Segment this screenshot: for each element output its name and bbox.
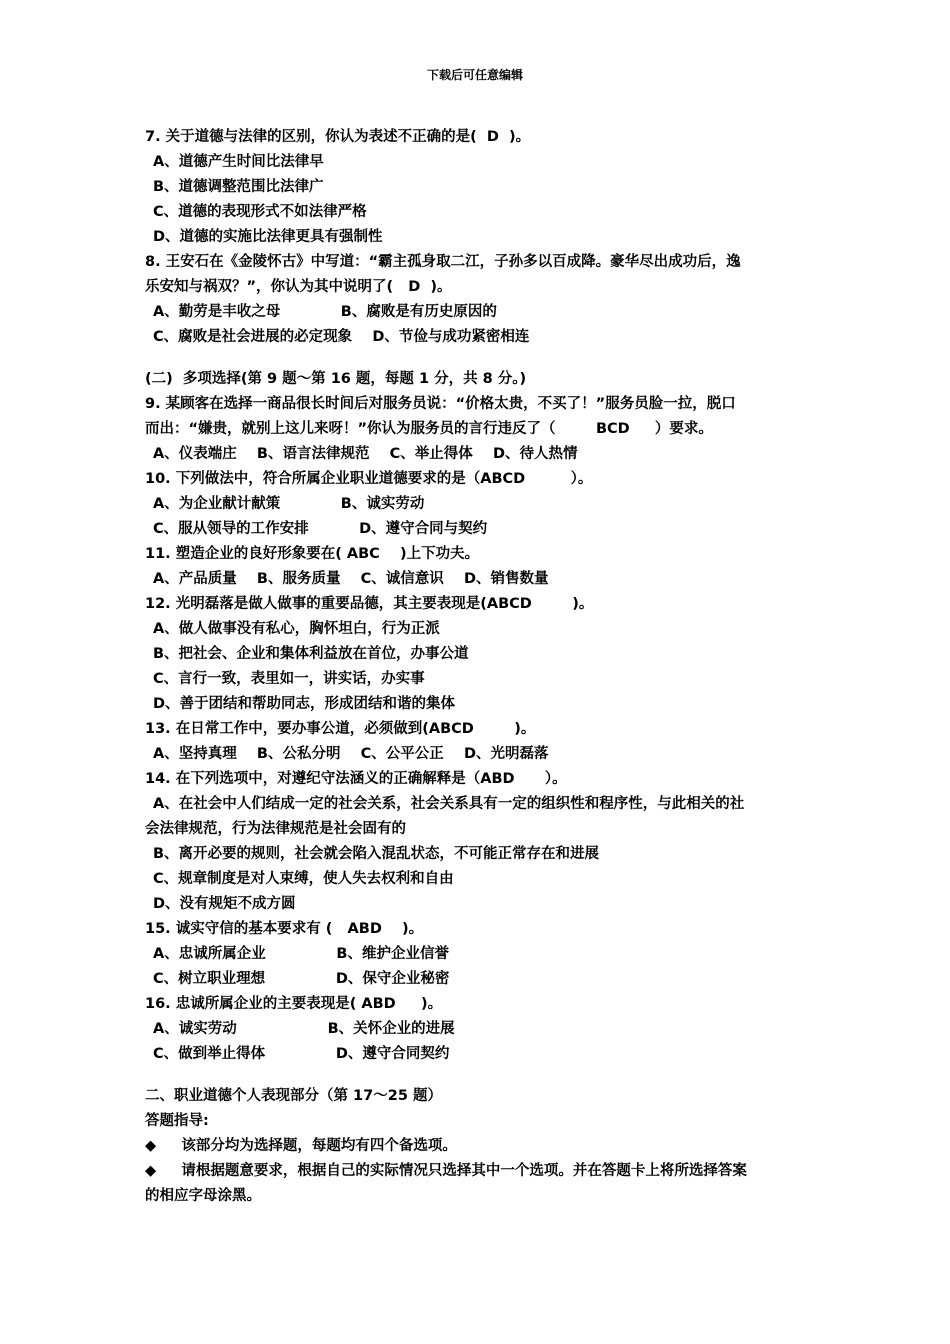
q8-stem-line2: 乐安知与祸双？”，你认为其中说明了( D )。	[145, 279, 452, 295]
part2-bullet-2-line1: ◆ 请根据题意要求，根据自己的实际情况只选择其中一个选项。并在答题卡上将所选择答案	[145, 1163, 747, 1179]
q8-options-ab: A、勤劳是丰收之母 B、腐败是有历史原因的	[153, 304, 497, 320]
q14-option-a-line1: A、在社会中人们结成一定的社会关系，社会关系具有一定的组织性和程序性，与此相关的社	[153, 796, 745, 812]
q9-options: A、仪表端庄 B、语言法律规范 C、举止得体 D、待人热情	[153, 446, 578, 462]
q12-option-d: D、善于团结和帮助同志，形成团结和谐的集体	[153, 696, 456, 712]
q12-stem: 12. 光明磊落是做人做事的重要品德，其主要表现是(ABCD )。	[145, 596, 594, 612]
part2-bullet-2-line2: 的相应字母涂黑。	[145, 1188, 261, 1204]
q12-option-b: B、把社会、企业和集体利益放在首位，办事公道	[153, 646, 469, 662]
section-multiple-choice-heading: (二) 多项选择(第 9 题～第 16 题，每题 1 分，共 8 分。)	[145, 371, 527, 387]
q7-option-a: A、道德产生时间比法律早	[153, 154, 324, 170]
q10-options-cd: C、服从领导的工作安排 D、遵守合同与契约	[153, 521, 488, 537]
q14-option-b: B、离开必要的规则，社会就会陷入混乱状态，不可能正常存在和进展	[153, 846, 600, 862]
q7-stem: 7. 关于道德与法律的区别，你认为表述不正确的是( D )。	[145, 129, 531, 145]
q9-stem-line2: 而出：“嫌贵，就别上这儿来呀！”你认为服务员的言行违反了（ BCD ）要求。	[145, 421, 713, 437]
q13-options: A、坚持真理 B、公私分明 C、公平公正 D、光明磊落	[153, 746, 549, 762]
q7-option-c: C、道德的表现形式不如法律严格	[153, 204, 367, 220]
q12-option-a: A、做人做事没有私心，胸怀坦白，行为正派	[153, 621, 440, 637]
q15-stem: 15. 诚实守信的基本要求有 ( ABD )。	[145, 921, 424, 937]
q12-option-c: C、言行一致，表里如一，讲实话，办实事	[153, 671, 425, 687]
q11-stem: 11. 塑造企业的良好形象要在( ABC )上下功夫。	[145, 546, 480, 562]
q13-stem: 13. 在日常工作中，要办事公道，必须做到(ABCD )。	[145, 721, 536, 737]
q15-options-cd: C、树立职业理想 D、保守企业秘密	[153, 971, 450, 987]
q11-options: A、产品质量 B、服务质量 C、诚信意识 D、销售数量	[153, 571, 549, 587]
q10-options-ab: A、为企业献计献策 B、诚实劳动	[153, 496, 425, 512]
q7-option-d: D、道德的实施比法律更具有强制性	[153, 229, 383, 245]
document-body	[145, 125, 810, 1209]
q8-options-cd: C、腐败是社会进展的必定现象 D、节俭与成功紧密相连	[153, 329, 530, 345]
q10-stem: 10. 下列做法中，符合所属企业职业道德要求的是（ABCD ）。	[145, 471, 593, 487]
part2-guide-label: 答题指导:	[145, 1113, 209, 1129]
part2-title: 二、职业道德个人表现部分（第 17～25 题）	[145, 1088, 442, 1104]
page-header: 下载后可任意编辑	[426, 68, 523, 82]
q16-options-cd: C、做到举止得体 D、遵守合同契约	[153, 1046, 450, 1062]
q14-stem: 14. 在下列选项中，对遵纪守法涵义的正确解释是（ABD ）。	[145, 771, 567, 787]
q14-option-a-line2: 会法律规范，行为法律规范是社会固有的	[145, 821, 406, 837]
q16-stem: 16. 忠诚所属企业的主要表现是( ABD )。	[145, 996, 443, 1012]
q7-option-b: B、道德调整范围比法律广	[153, 179, 324, 195]
q15-options-ab: A、忠诚所属企业 B、维护企业信誉	[153, 946, 449, 962]
q16-options-ab: A、诚实劳动 B、关怀企业的进展	[153, 1021, 455, 1037]
part2-bullet-1: ◆ 该部分均为选择题，每题均有四个备选项。	[145, 1138, 457, 1154]
q14-option-c: C、规章制度是对人束缚，使人失去权利和自由	[153, 871, 454, 887]
q14-option-d: D、没有规矩不成方圆	[153, 896, 296, 912]
q8-stem-line1: 8. 王安石在《金陵怀古》中写道：“霸主孤身取二江，子孙多以百成降。豪华尽出成功后，逸	[145, 254, 741, 270]
q9-stem-line1: 9. 某顾客在选择一商品很长时间后对服务员说：“价格太贵，不买了！”服务员脸一拉，脱口	[145, 396, 736, 412]
